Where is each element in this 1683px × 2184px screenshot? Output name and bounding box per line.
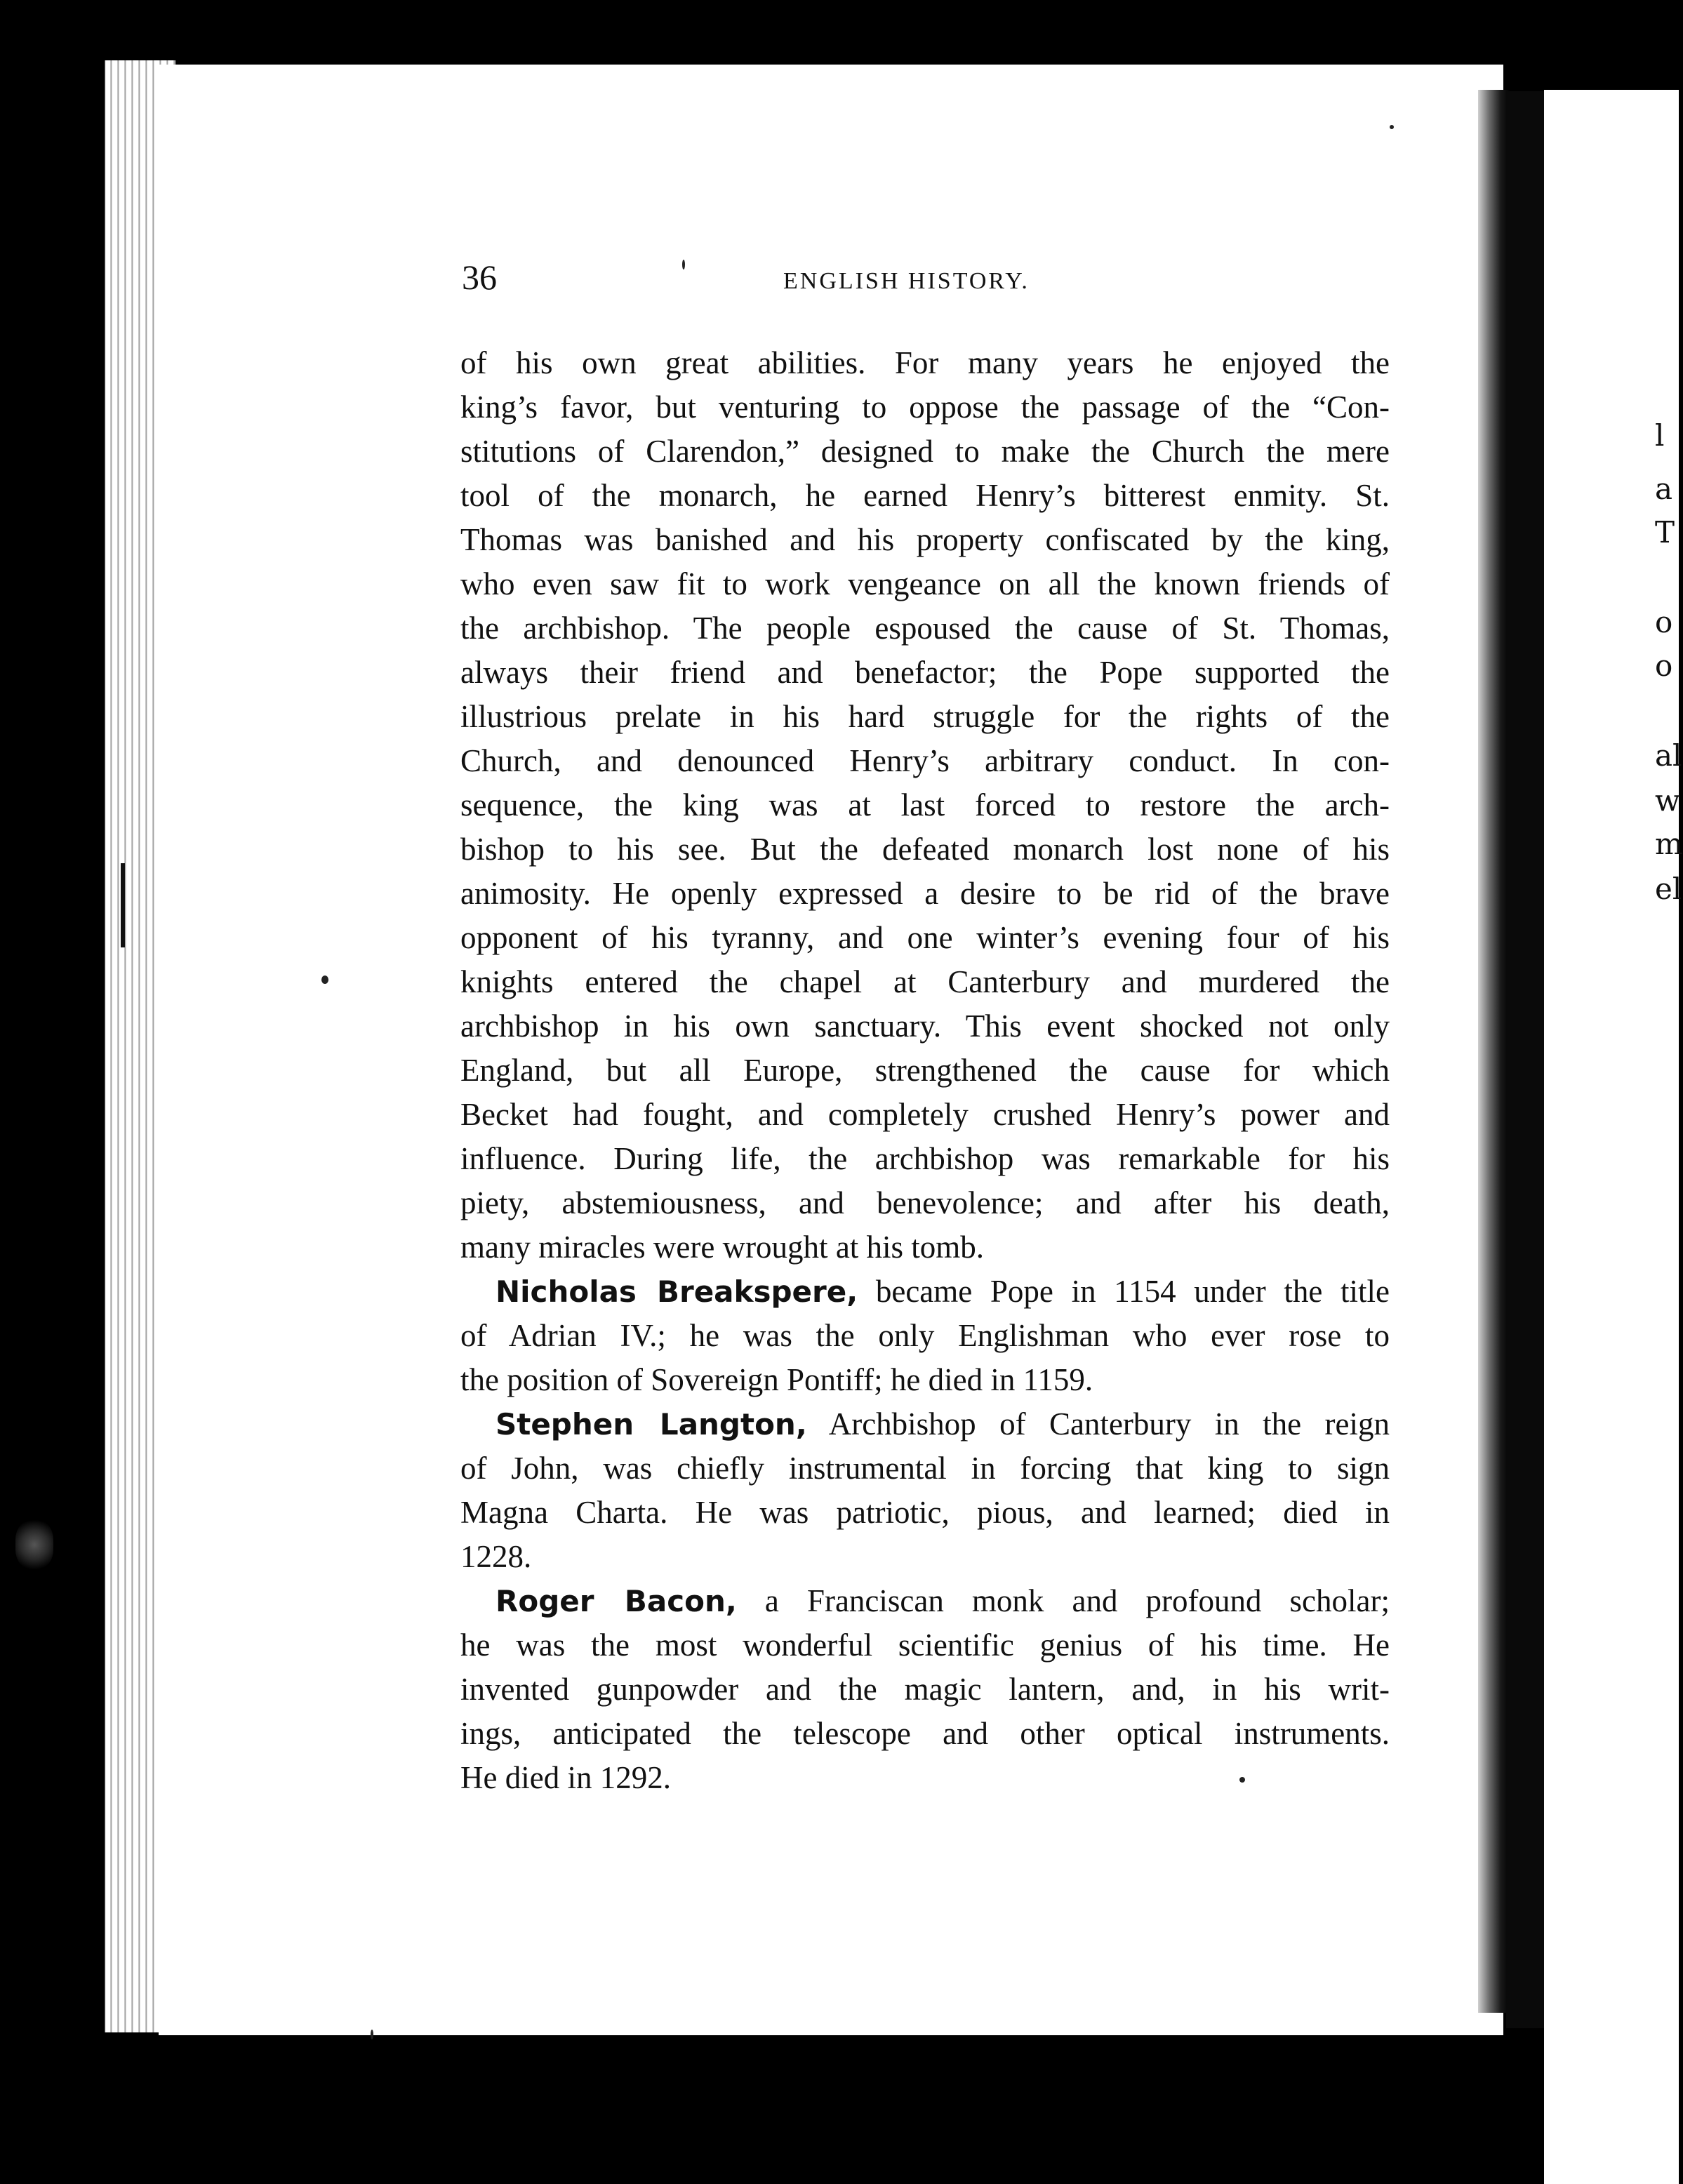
text-line [460, 1756, 1390, 1800]
text-line [460, 1137, 1390, 1181]
line-text: piety, abstemiousness, and benevolence; and after his death, [460, 1185, 1390, 1220]
text-line [460, 783, 1390, 827]
line-text: many miracles were wrought at his tomb. [460, 1230, 985, 1265]
facing-page-fragment: l [1655, 418, 1665, 453]
line-text: king’s favor, but venturing to oppose the passage of the “Con- [460, 389, 1390, 425]
line-text: always their friend and benefactor; the Pope supported the [460, 655, 1390, 690]
person-name: Stephen Langton, [495, 1407, 807, 1441]
page-header [462, 260, 1388, 302]
text-line [460, 872, 1390, 916]
text-line [460, 1093, 1390, 1137]
line-text: Archbishop of Canterbury in the reign [806, 1406, 1390, 1441]
scan-blot [15, 1520, 53, 1569]
page-number: 36 [462, 258, 497, 297]
speck [682, 260, 685, 269]
text-line [460, 1712, 1390, 1756]
line-text: He died in 1292. [460, 1760, 671, 1795]
line-text: the position of Sovereign Pontiff; he died in 1159. [460, 1362, 1093, 1397]
text-line [460, 1446, 1390, 1491]
text-line [460, 1225, 1390, 1270]
speck [371, 2030, 373, 2039]
line-text: knights entered the chapel at Canterbury and murdered the [460, 964, 1390, 999]
text-line [460, 1358, 1390, 1402]
text-line [460, 518, 1390, 562]
speck [1239, 1777, 1245, 1783]
binding-mark [121, 863, 125, 947]
text-line [460, 960, 1390, 1004]
line-text: 1228. [460, 1539, 532, 1574]
text-line [460, 1623, 1390, 1667]
facing-page-fragment: el [1655, 872, 1682, 906]
text-line [460, 739, 1390, 783]
line-text: of John, was chiefly instrumental in forcing that king to sign [460, 1451, 1390, 1486]
text-line [460, 1004, 1390, 1048]
text-line [460, 1491, 1390, 1535]
text-line [460, 1048, 1390, 1093]
entry-heading-line [460, 1402, 1390, 1446]
line-text: the archbishop. The people espoused the cause of St. Thomas, [460, 611, 1390, 646]
line-text: of Adrian IV.; he was the only Englishman who ever rose to [460, 1318, 1390, 1353]
text-line [460, 916, 1390, 960]
line-text: invented gunpowder and the magic lantern, and, in his writ- [460, 1672, 1390, 1707]
line-text: Becket had fought, and completely crushed Henry’s power and [460, 1097, 1390, 1132]
speck [321, 976, 328, 984]
text-line [460, 606, 1390, 651]
facing-page-fragment: w [1655, 783, 1680, 818]
entry-heading-line [460, 1270, 1390, 1314]
line-text: Church, and denounced Henry’s arbitrary conduct. In con- [460, 743, 1390, 778]
line-text: ings, anticipated the telescope and other optical instruments. [460, 1716, 1390, 1751]
text-line [460, 651, 1390, 695]
entry-heading-line [460, 1579, 1390, 1623]
text-line [460, 430, 1390, 474]
body-text [460, 341, 1390, 1800]
facing-page-fragment: o [1655, 648, 1673, 683]
line-text: Magna Charta. He was patriotic, pious, and learned; died in [460, 1495, 1390, 1530]
facing-page-fragment: a [1655, 472, 1673, 506]
facing-page-fragment: T [1655, 515, 1675, 550]
running-head: ENGLISH HISTORY. [783, 268, 1030, 294]
text-line [460, 474, 1390, 518]
facing-page-fragment: o [1655, 605, 1673, 639]
text-line [460, 1667, 1390, 1712]
line-text: who even saw fit to work vengeance on all the known friends of [460, 566, 1390, 601]
person-name: Roger Bacon, [495, 1584, 737, 1618]
line-text: bishop to his see. But the defeated monarch lost none of his [460, 832, 1390, 867]
text-line [460, 695, 1390, 739]
line-text: he was the most wonderful scientific genius of his time. He [460, 1627, 1390, 1663]
line-text: tool of the monarch, he earned Henry’s bitterest enmity. St. [460, 478, 1390, 513]
facing-page-fragment: al [1655, 738, 1682, 773]
line-text: illustrious prelate in his hard struggle for the rights of the [460, 699, 1390, 734]
line-text: became Pope in 1154 under the title [858, 1274, 1390, 1309]
person-name: Nicholas Breakspere, [495, 1274, 858, 1309]
text-line [460, 562, 1390, 606]
facing-page-fragment: m [1655, 827, 1683, 861]
line-text: a Franciscan monk and profound scholar; [736, 1583, 1390, 1618]
facing-page [1544, 90, 1679, 2184]
line-text: archbishop in his own sanctuary. This event shocked not only [460, 1008, 1390, 1044]
gutter-binding [1506, 91, 1547, 2028]
text-line [460, 1314, 1390, 1358]
line-text: opponent of his tyranny, and one winter’s evening four of his [460, 920, 1390, 955]
text-line [460, 341, 1390, 385]
line-text: of his own great abilities. For many years he enjoyed the [460, 345, 1390, 380]
line-text: sequence, the king was at last forced to restore the arch- [460, 787, 1390, 823]
text-line [460, 1181, 1390, 1225]
line-text: influence. During life, the archbishop was remarkable for his [460, 1141, 1390, 1176]
line-text: England, but all Europe, strengthened the cause for which [460, 1053, 1390, 1088]
speck [1390, 125, 1394, 129]
text-line [460, 827, 1390, 872]
line-text: stitutions of Clarendon,” designed to make the Church the mere [460, 434, 1390, 469]
text-line [460, 1535, 1390, 1579]
line-text: Thomas was banished and his property confiscated by the king, [460, 522, 1390, 557]
text-line [460, 385, 1390, 430]
line-text: animosity. He openly expressed a desire to be rid of the brave [460, 876, 1390, 911]
